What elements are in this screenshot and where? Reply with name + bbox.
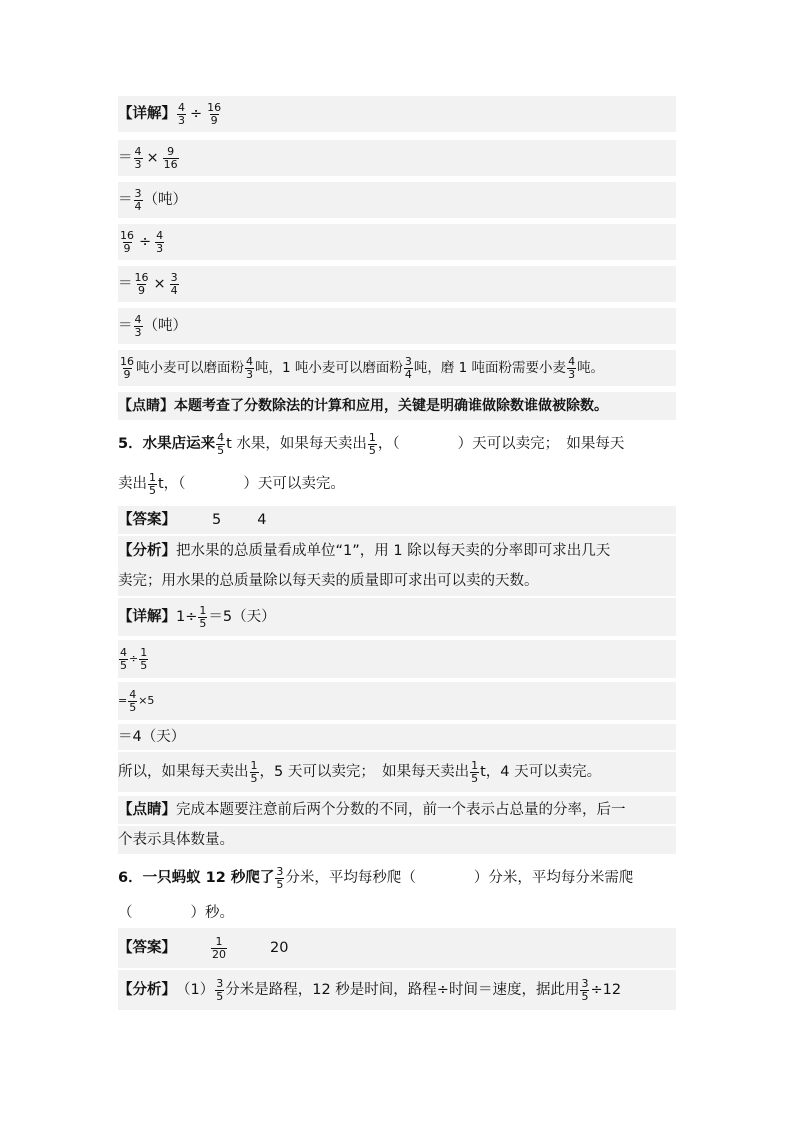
- detail-line-2: ＝ $\frac{4}{3}$ × $\frac{9}{16}$: [118, 140, 676, 176]
- detail-5-line-3: = $\frac{4}{5}$ ×5: [118, 682, 676, 720]
- fraction: $\frac{4}{5}$: [129, 687, 137, 714]
- note-tag: 【点睛】: [118, 802, 176, 818]
- note-5-line-2: 个表示具体数量。: [118, 826, 676, 854]
- fraction: $\frac{4}{3}$: [568, 354, 576, 381]
- fraction: $\frac{4}{3}$: [134, 144, 142, 171]
- conclusion-5: 所以，如果每天卖出 $\frac{1}{5}$ ，5 天可以卖完； 如果每天卖出 $\frac{1}{5}$ t，4 天可以卖完。: [118, 752, 676, 792]
- detail-line-6: ＝ $\frac{4}{3}$ （吨）: [118, 308, 676, 344]
- fraction: $\frac{3}{5}$: [216, 976, 224, 1003]
- question-6-line-2: （ ）秒。: [118, 905, 234, 921]
- answer-value-2: 20: [270, 940, 289, 956]
- detail-line-4: $\frac{16}{9}$ ÷ $\frac{4}{3}$: [118, 224, 676, 260]
- detail-tag: 【详解】: [118, 609, 176, 625]
- fraction: $\frac{3}{4}$: [404, 354, 412, 381]
- fraction: $\frac{3}{4}$: [170, 270, 178, 297]
- fraction: $\frac{1}{5}$: [199, 603, 207, 630]
- answer-tag: 【答案】: [118, 512, 176, 528]
- fraction: $\frac{4}{3}$: [178, 100, 185, 127]
- fraction: $\frac{4}{3}$: [246, 354, 253, 381]
- detail-line-3: ＝ $\frac{3}{4}$ （吨）: [118, 182, 676, 218]
- note-line: 【点睛】 本题考查了分数除法的计算和应用，关键是明确谁做除数谁做被除数。: [118, 392, 676, 420]
- detail-5-line-1: 【详解】 1÷ $\frac{1}{5}$ ＝5（天）: [118, 598, 676, 636]
- analysis-5-line-1: 【分析】 把水果的总质量看成单位“1”，用 1 除以每天卖的分率即可求出几天: [118, 536, 676, 566]
- answer-value-1: $\frac{1}{20}$: [212, 934, 226, 961]
- fraction: $\frac{16}{9}$: [134, 270, 149, 297]
- note-5-line-1: 【点睛】 完成本题要注意前后两个分数的不同，前一个表示占总量的分率，后一: [118, 796, 676, 824]
- fraction: $\frac{16}{9}$: [120, 228, 134, 255]
- analysis-6-line-1: 【分析】 （1） $\frac{3}{5}$ 分米是路程，12 秒是时间，路程÷时间＝速度，据此用 $\frac{3}{5}$ ÷12: [118, 970, 676, 1010]
- fraction: $\frac{1}{5}$: [368, 430, 376, 457]
- answer-value-1: 5: [212, 512, 222, 528]
- fraction: $\frac{4}{3}$: [134, 312, 142, 339]
- fraction: $\frac{16}{9}$: [207, 100, 222, 127]
- fraction: $\frac{1}{5}$: [250, 758, 258, 785]
- fraction: $\frac{4}{3}$: [156, 228, 164, 255]
- detail-conclusion: $\frac{16}{9}$ 吨小麦可以磨面粉 $\frac{4}{3}$ 吨，1 吨小麦可以磨面粉 $\frac{3}{4}$ 吨，磨 1 吨面粉需要小麦 $\frac{4}{3}$ 吨。: [118, 350, 676, 386]
- detail-tag: 【详解】: [118, 106, 176, 122]
- fraction: $\frac{4}{5}$: [120, 645, 127, 672]
- answer-tag: 【答案】: [118, 940, 176, 956]
- analysis-tag: 【分析】: [118, 982, 176, 998]
- fraction: $\frac{3}{5}$: [581, 976, 589, 1003]
- note-tag: 【点睛】: [118, 398, 174, 414]
- answer-6: [118, 928, 676, 968]
- fraction: $\frac{1}{5}$: [149, 470, 156, 497]
- detail-5-line-4: ＝4（天）: [118, 724, 676, 750]
- fraction: $\frac{9}{16}$: [163, 144, 178, 171]
- fraction: $\frac{4}{5}$: [217, 430, 225, 457]
- detail-5-line-2: $\frac{4}{5}$ ÷ $\frac{1}{5}$: [118, 640, 676, 678]
- fraction: $\frac{1}{5}$: [140, 645, 148, 672]
- answer-5: [118, 506, 676, 534]
- question-5-line-1: 5．水果店运来 $\frac{4}{5}$ t 水果，如果每天卖出 $\frac{1}{5}$ ，（ ）天可以卖完； 如果每天: [118, 430, 625, 457]
- analysis-5-line-2: 卖完；用水果的总质量除以每天卖的质量即可求出可以卖的天数。: [118, 566, 676, 596]
- answer-value-2: 4: [257, 512, 267, 528]
- fraction: $\frac{3}{4}$: [134, 186, 142, 213]
- fraction: $\frac{1}{5}$: [471, 758, 479, 785]
- detail-line-5: ＝ $\frac{16}{9}$ × $\frac{3}{4}$: [118, 266, 676, 302]
- fraction: $\frac{3}{5}$: [276, 864, 284, 891]
- detail-line-1: 【详解】 $\frac{4}{3}$ ÷ $\frac{16}{9}$: [118, 96, 676, 132]
- fraction: $\frac{16}{9}$: [120, 354, 134, 381]
- question-5-line-2: 卖出 $\frac{1}{5}$ t，（ ）天可以卖完。: [118, 470, 345, 497]
- analysis-tag: 【分析】: [118, 543, 176, 559]
- question-6-line-1: 6．一只蚂蚁 12 秒爬了 $\frac{3}{5}$ 分米，平均每秒爬（ ）分米，平均每分米需爬: [118, 864, 634, 891]
